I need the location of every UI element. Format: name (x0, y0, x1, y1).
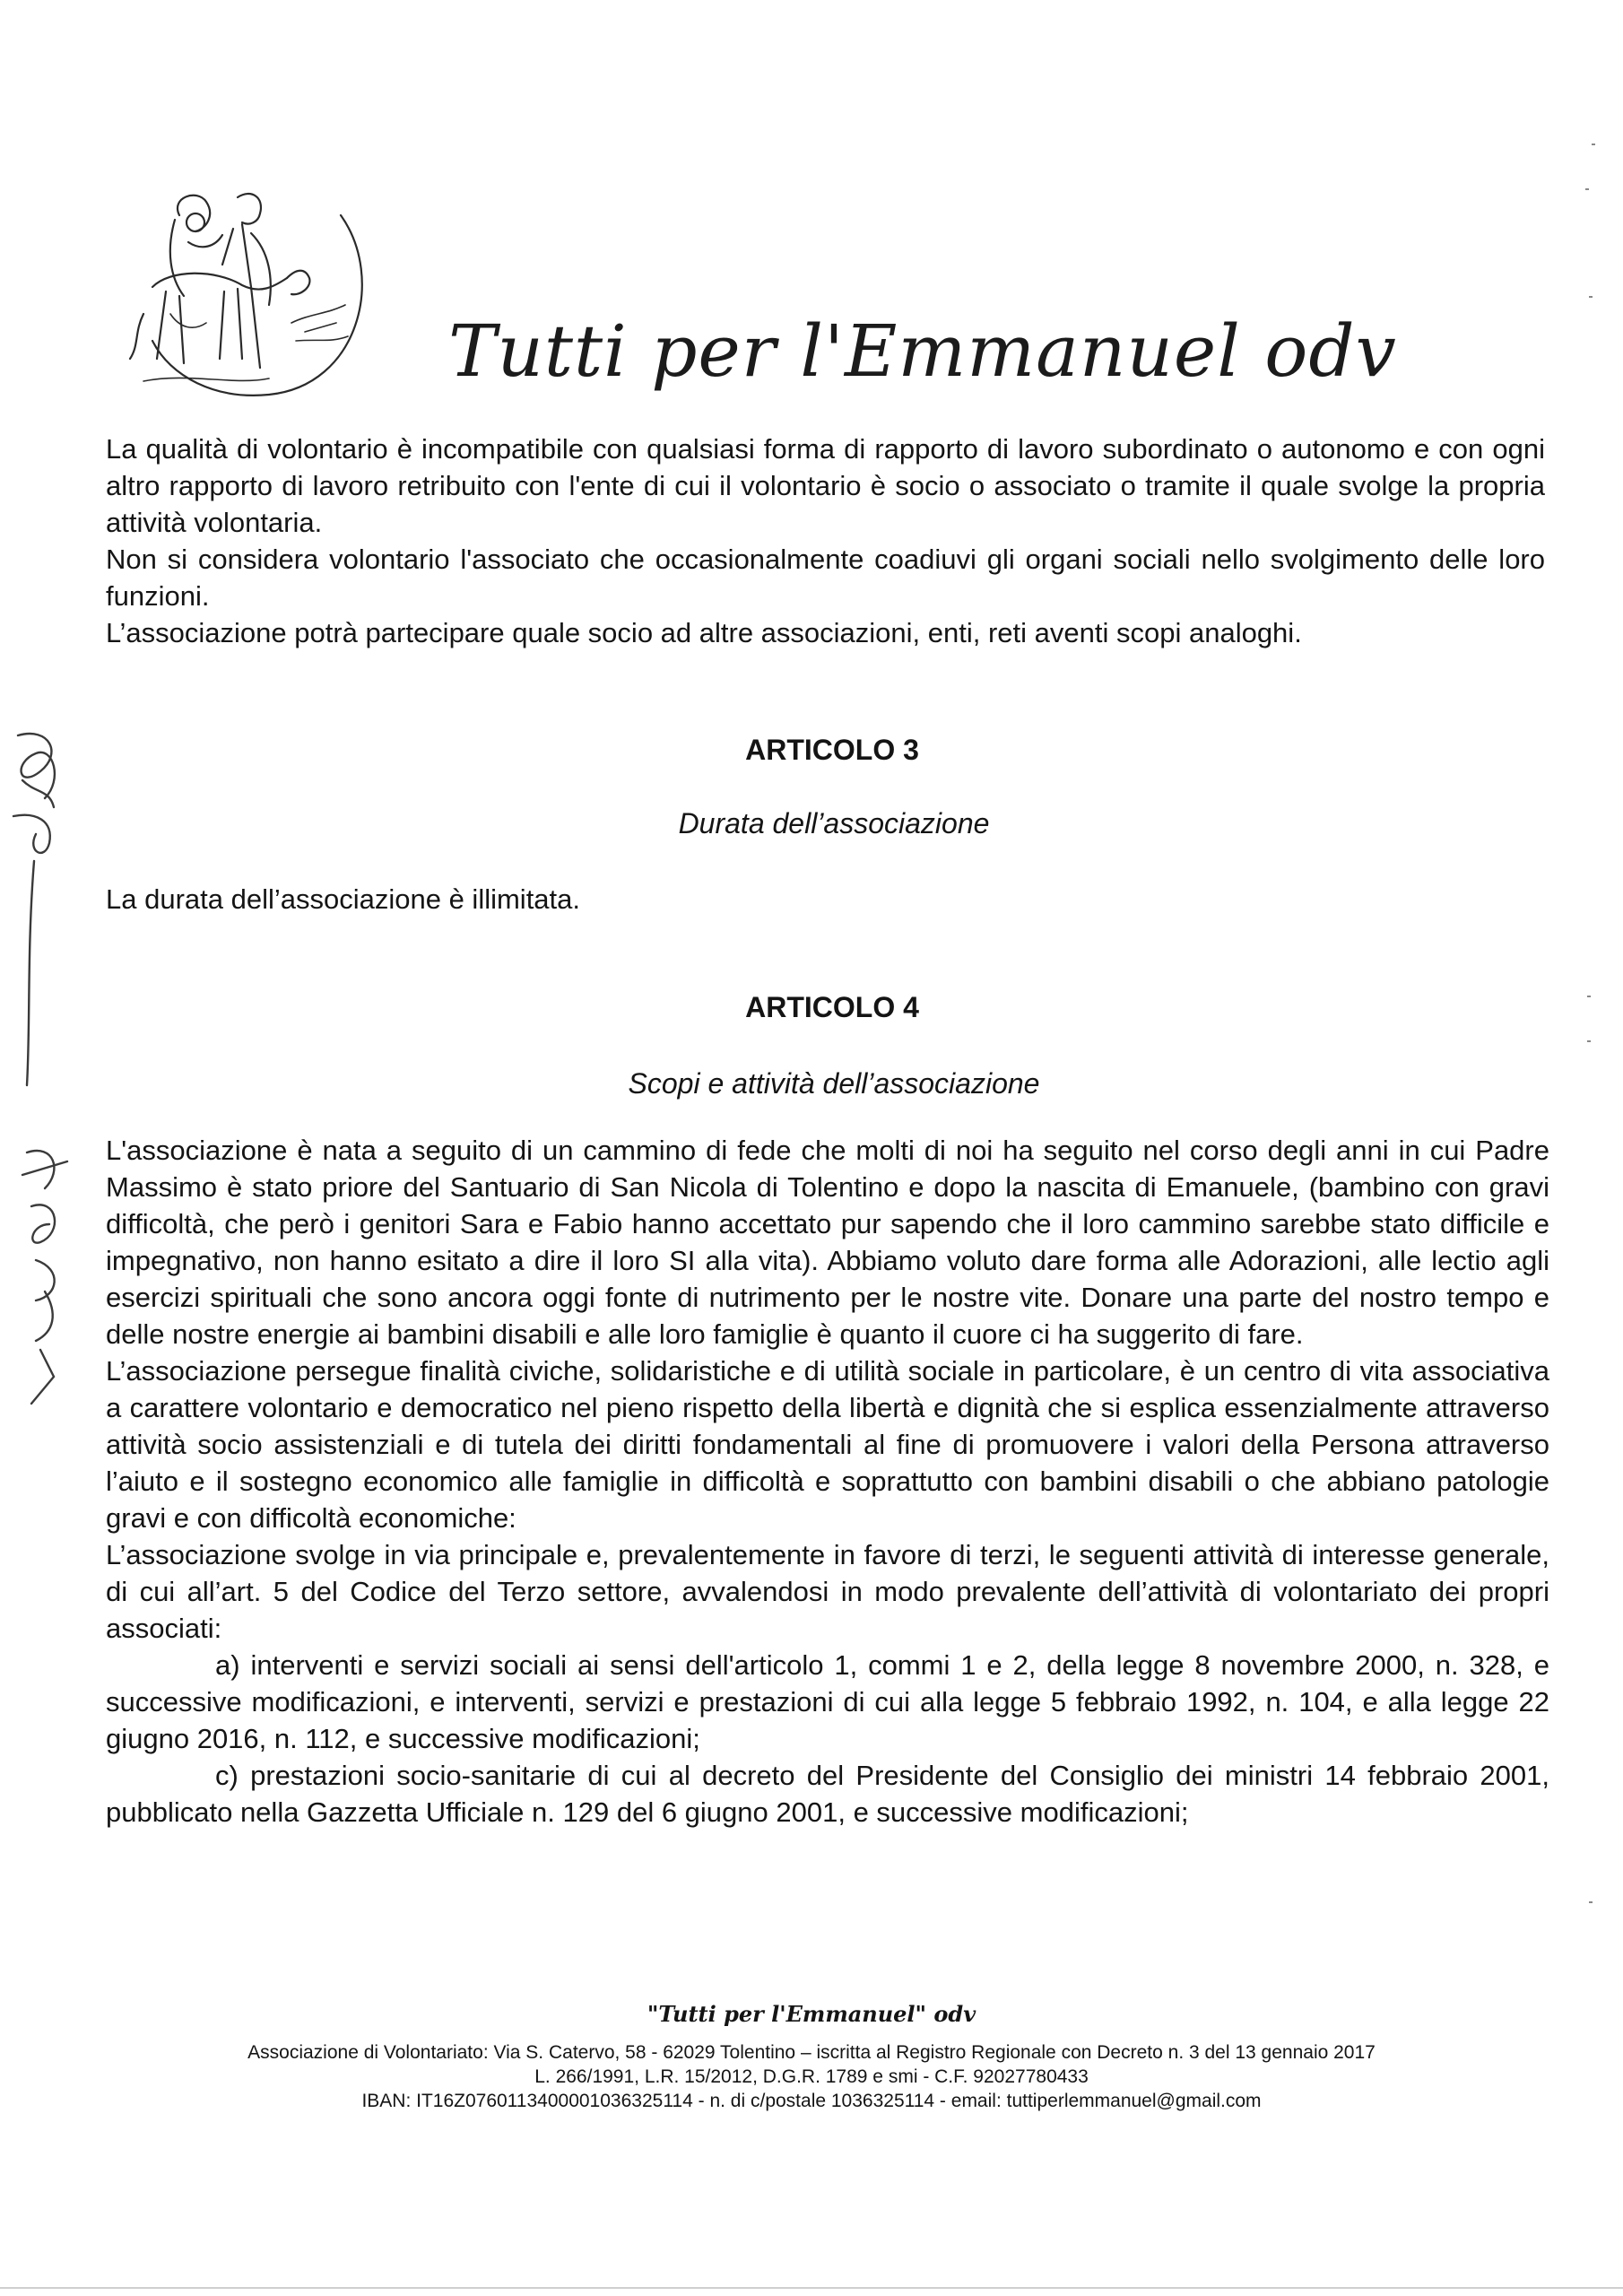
article-4-body (106, 1132, 1549, 1831)
article-4-heading: ARTICOLO 4 (745, 991, 919, 1023)
footer-contacts: IBAN: IT16Z0760113400001036325114 - n. di c/postale 1036325114 - email: tuttiperlemmanuel@gmail.com (361, 2091, 1262, 2111)
article-4-subtitle: Scopi e attività dell’associazione (628, 1067, 1040, 1100)
article-4-paragraph: L'associazione è nata a seguito di un cammino di fede che molti di noi ha seguito nel corso degli anni in cui Padre Massimo è stato priore del Santuario di San Nicola di Tolentino e dopo la nascita di Emanuele, (bambino con gravi difficoltà, che però i genitori Sara e Fabio hanno accettato pur sapendo che il loro cammino sarebbe stato difficile e impegnativo, non hanno esitato a dire il loro SI alla vita). Abbiamo voluto dare forma alle Adorazioni, alle lectio agli esercizi spirituali che sono ancora oggi fonte di nutrimento per le nostre vite. Donare una parte del nostro tempo e delle nostre energie ai bambini disabili e alle loro famiglie è quanto il cuore ci ha suggerito di fare. (106, 1135, 1549, 1350)
intro-paragraph: La qualità di volontario è incompatibile con qualsiasi forma di rapporto di lavoro subordinato o autonomo e con ogni altro rapporto di lavoro retribuito con l'ente di cui il volontario è socio o associato o tramite il quale svolge la propria attività volontaria. (106, 433, 1545, 538)
scan-speck (1587, 1040, 1591, 1042)
footer-brand: "Tutti per l'Emmanuel" odv (647, 2001, 976, 2027)
article-3-heading: ARTICOLO 3 (745, 734, 919, 766)
page-bottom-edge (0, 2287, 1623, 2289)
scan-speck (1589, 296, 1593, 298)
article-3-text: La durata dell’associazione è illimitata. (106, 883, 581, 915)
article-4-paragraph: L’associazione persegue finalità civiche, solidaristiche e di utilità sociale in particolare, è un centro di vita associativa a carattere volontario e democratico nel pieno rispetto della libertà e dignità che si esplica essenzialmente attraverso attività socio assistenziali e di tutela dei diritti fondamentali al fine di promuovere i valori della Persona attraverso l’aiuto e il sostegno economico alle famiglie in difficoltà e soprattutto con bambini disabili o che abbiano patologie gravi e con difficoltà economiche: (106, 1355, 1549, 1534)
margin-signature (0, 726, 81, 1103)
intro-section (106, 430, 1545, 651)
footer (90, 2002, 1533, 2113)
article-4-item-a: a) interventi e servizi sociali ai sensi dell'articolo 1, commi 1 e 2, della legge 8 novembre 2000, n. 328, e successive modificazioni, e interventi, servizi e prestazioni di cui alla legge 5 febbraio 1992, n. 104, e alla legge 22 giugno 2016, n. 112, e successive modificazioni; (106, 1649, 1549, 1754)
footer-registration: L. 266/1991, L.R. 15/2012, D.G.R. 1789 e smi - C.F. 92027780433 (534, 2066, 1089, 2087)
footer-address: Associazione di Volontariato: Via S. Catervo, 58 - 62029 Tolentino – iscritta al Registro Regionale con Decreto n. 3 del 13 gennaio 2017 (247, 2042, 1376, 2063)
margin-signature (9, 1135, 81, 1422)
article-3-subtitle: Durata dell’associazione (678, 807, 990, 839)
scan-speck (1592, 144, 1595, 145)
scan-speck (1587, 996, 1591, 997)
organization-name: Tutti per l'Emmanuel odv (448, 309, 1397, 393)
scan-speck (1585, 188, 1589, 190)
intro-paragraph: Non si considera volontario l'associato che occasionalmente coadiuvi gli organi sociali nello svolgimento delle loro funzioni. (106, 544, 1545, 612)
article-4-paragraph: L’associazione svolge in via principale e, prevalentemente in favore di terzi, le seguenti attività di interesse generale, di cui all’art. 5 del Codice del Terzo settore, avvalendosi in modo prevalente dell’attività di volontariato dei propri associati: (106, 1539, 1549, 1644)
article-4-item-c: c) prestazioni socio-sanitarie di cui al decreto del Presidente del Consiglio dei ministri 14 febbraio 2001, pubblicato nella Gazzetta Ufficiale n. 129 del 6 giugno 2001, e successive modificazioni; (106, 1760, 1549, 1828)
scan-speck (1589, 1901, 1593, 1903)
intro-paragraph: L’associazione potrà partecipare quale socio ad altre associazioni, enti, reti aventi scopi analoghi. (106, 617, 1302, 648)
holy-family-logo (117, 179, 386, 413)
